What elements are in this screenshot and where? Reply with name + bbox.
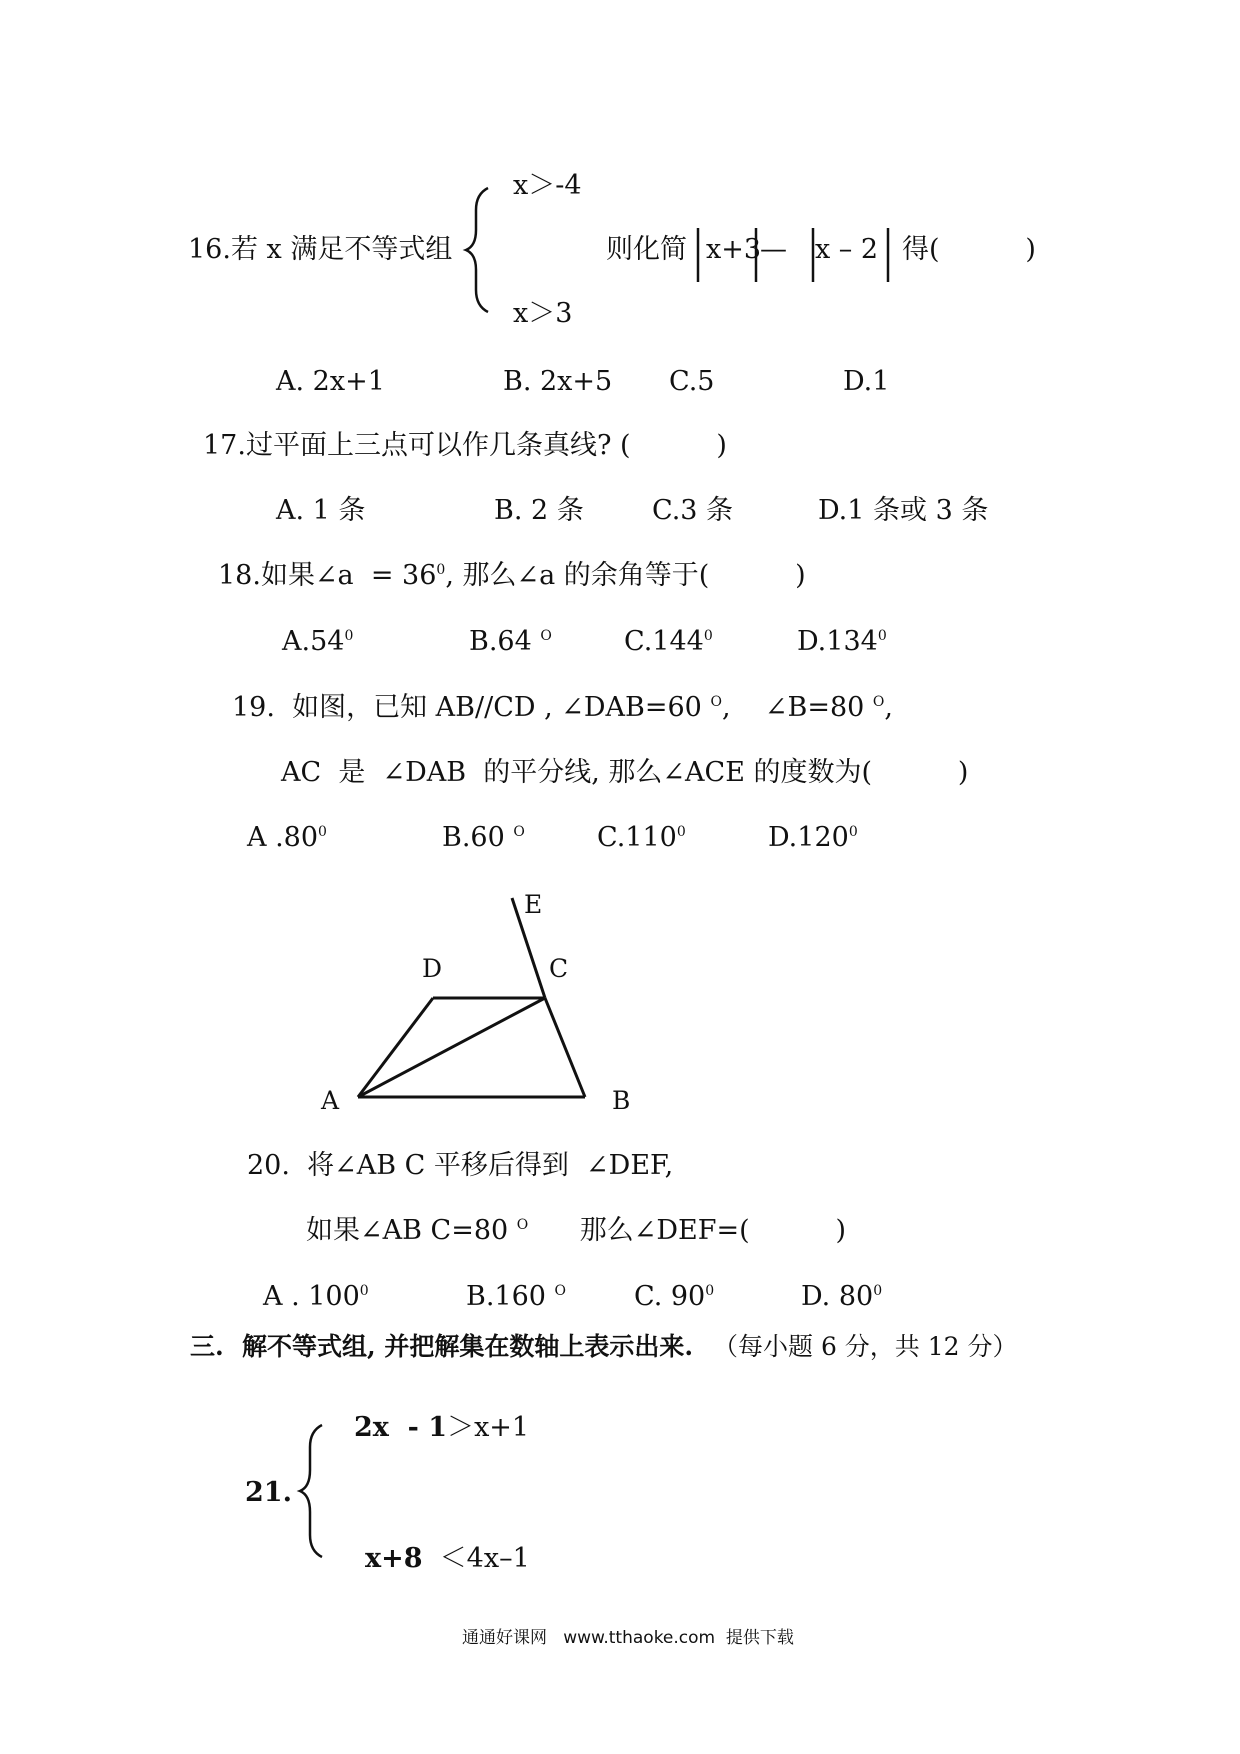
q19-line-2: AC 是 ∠DAB 的平分线, 那么∠ACE 的度数为( ) xyxy=(281,757,969,788)
q16-ineq-2: x＞3 xyxy=(513,298,573,329)
figure-label-e: E xyxy=(524,890,543,919)
q18-option-a: $A.54^0$ xyxy=(282,626,354,657)
segment-ad xyxy=(358,998,433,1097)
q16-abs-2: x – 2 xyxy=(815,234,879,265)
q16-suffix: 得( ) xyxy=(902,234,1036,265)
q18-option-c: C.144$^0$ xyxy=(624,626,713,657)
q19-option-d: D.120$^0$ xyxy=(768,822,858,853)
q19-option-a: A $.80^0$ xyxy=(247,822,327,853)
q19-figure xyxy=(358,898,585,1097)
q20-line-2: 如果∠AB C=80 $^O$ 那么∠DEF=( ) xyxy=(306,1215,846,1246)
q17-stem: 17.过平面上三点可以作几条真线? ( ) xyxy=(203,430,727,461)
section-3-number: 三. xyxy=(190,1332,224,1361)
q18-option-b: B.64 $^O$ xyxy=(469,626,552,657)
q16-middle: 则化简 xyxy=(606,234,687,265)
q19-option-c: C.110$^0$ xyxy=(597,822,686,853)
q16-brace xyxy=(466,188,488,312)
q16-option-d: D.1 xyxy=(843,366,890,397)
section-3-note: （每小题 6 分，共 12 分） xyxy=(713,1332,1018,1361)
q21-number: 21. xyxy=(245,1477,292,1508)
q16-prefix: 16.若 x 满足不等式组 xyxy=(188,234,453,265)
section-3-title: 解不等式组, 并把解集在数轴上表示出来. xyxy=(242,1332,694,1361)
q21-brace xyxy=(300,1425,322,1557)
q16-minus: — xyxy=(760,234,787,265)
q19-option-b: B.60 $^O$ xyxy=(442,822,525,853)
figure-label-c: C xyxy=(549,954,569,983)
figure-label-a: A xyxy=(321,1086,340,1115)
q17-option-d: D.1 条或 3 条 xyxy=(818,495,989,526)
q16-option-a: A. 2x+1 xyxy=(276,366,385,397)
q17-option-a: A. 1 条 xyxy=(276,495,366,526)
q16-ineq-1: x＞-4 xyxy=(513,170,582,201)
q21-ineq-1: 2x - 1＞x+1 xyxy=(354,1412,530,1443)
q17-option-b: B. 2 条 xyxy=(494,495,584,526)
q20-line-1: 20. 将∠AB C 平移后得到 ∠DEF, xyxy=(247,1150,674,1181)
q16-abs-1: x+3 xyxy=(706,234,762,265)
q16-option-b: B. 2x+5 xyxy=(503,366,613,397)
q21-ineq-2: x+8 ＜4x–1 xyxy=(365,1543,530,1574)
q18-option-d: D.134$^0$ xyxy=(797,626,887,657)
q20-option-a: A . $100^0$ xyxy=(263,1281,369,1312)
figure-label-b: B xyxy=(612,1086,631,1115)
q20-option-d: D. $80^0$ xyxy=(801,1281,883,1312)
q20-option-b: B.160 $^O$ xyxy=(466,1281,567,1312)
q17-option-c: C.3 条 xyxy=(652,495,734,526)
figure-label-d: D xyxy=(422,954,443,983)
q19-line-1: 19. 如图，已知 AB//CD , ∠DAB=60 $^O$, ∠B=80 $^O$, xyxy=(232,692,893,723)
q16-option-c: C.5 xyxy=(669,366,715,397)
page-footer: 通通好课网 www.tthaoke.com 提供下载 xyxy=(462,1628,794,1648)
segment-ac xyxy=(358,998,545,1097)
q20-option-c: C. $90^0$ xyxy=(634,1281,715,1312)
segment-bc xyxy=(545,998,585,1097)
q18-stem: 18.如果∠a = $36^0$, 那么∠a 的余角等于( ) xyxy=(218,560,806,591)
